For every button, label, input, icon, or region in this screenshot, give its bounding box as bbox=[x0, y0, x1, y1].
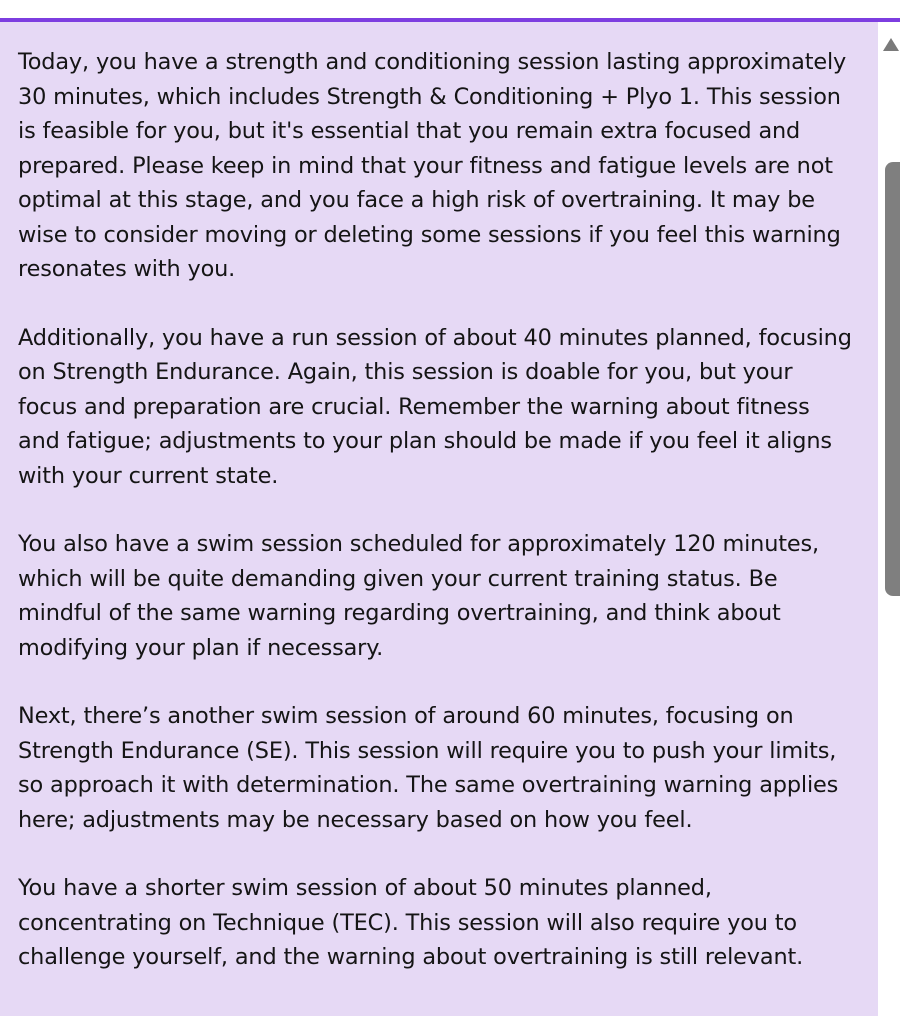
scrollbar-thumb[interactable] bbox=[885, 162, 900, 596]
assistant-message-panel bbox=[0, 22, 878, 1016]
scroll-up-arrow-icon[interactable] bbox=[883, 38, 899, 51]
message-paragraph-swim-se: Next, there’s another swim session of around 60 minutes, focusing on Strength Endurance (SE). This session will require you to push your limits, so approach it with determination. The same overtraining warning applies here; adjustments may be necessary based on how you feel. bbox=[18, 703, 839, 833]
top-accent-bar bbox=[0, 0, 900, 22]
message-text bbox=[18, 45, 856, 975]
message-paragraph-strength: Today, you have a strength and conditioning session lasting approximately 30 minutes, which includes Strength & Conditioning + Plyo 1. This session is feasible for you, but it's essential that you remain extra focused and prepared. Please keep in mind that your fitness and fatigue levels are not optimal at this stage, and you face a high risk of overtraining. It may be wise to consider moving or deleting some sessions if you feel this warning resonates with you. bbox=[18, 49, 847, 282]
vertical-scrollbar[interactable] bbox=[878, 22, 900, 1016]
message-paragraph-run: Additionally, you have a run session of about 40 minutes planned, focusing on Strength Endurance. Again, this session is doable for you, but your focus and preparation are crucial. Remember the warning about fitness and fatigue; adjustments to your plan should be made if you feel it aligns with your current state. bbox=[18, 324, 852, 489]
message-paragraph-swim-tec: You have a shorter swim session of about 50 minutes planned, concentrating on Technique (TEC). This session will also require you to challenge yourself, and the warning about overtraining is still relevant. bbox=[18, 875, 804, 970]
message-paragraph-long-swim: You also have a swim session scheduled for approximately 120 minutes, which will be quite demanding given your current training status. Be mindful of the same warning regarding overtraining, and think about modifying your plan if necessary. bbox=[18, 531, 820, 661]
